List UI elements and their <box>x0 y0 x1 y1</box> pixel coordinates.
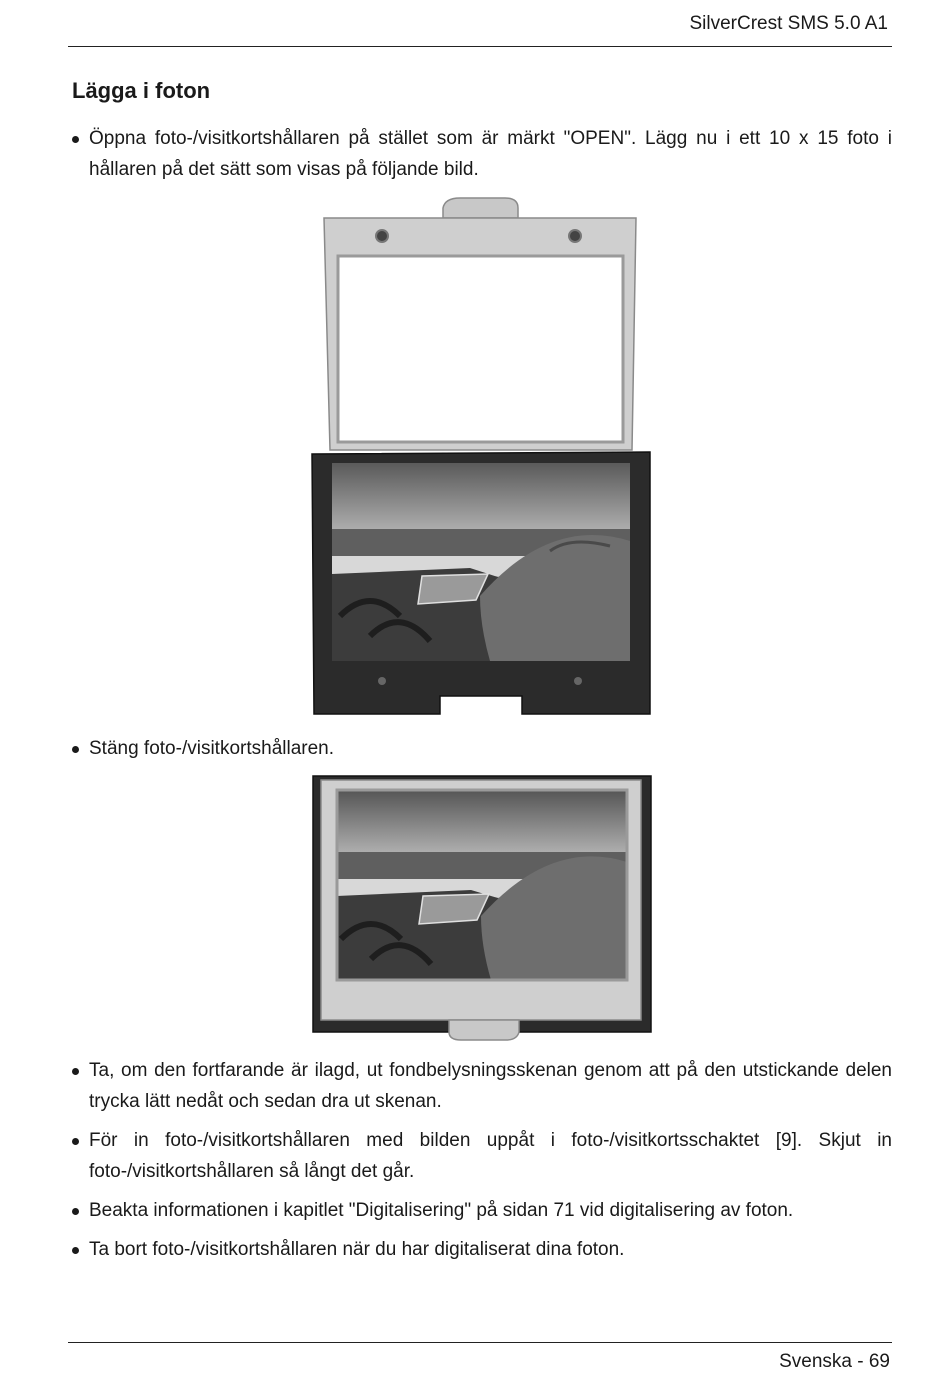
header-product-name: SilverCrest SMS 5.0 A1 <box>689 13 888 34</box>
bullet-item <box>72 123 892 185</box>
open-photo-holder-figure <box>310 196 655 718</box>
bullet-text: Öppna foto-/visitkortshållaren på stället som är märkt "OPEN". Lägg nu i ett 10 x 15 foto i hållaren på det sätt som visas på följande bild. <box>89 128 892 180</box>
page-footer <box>68 1342 892 1372</box>
hinge-screw-right <box>569 230 581 242</box>
bullet-text: Beakta informationen i kapitlet "Digitalisering" på sidan 71 vid digitalisering av foton. <box>89 1200 794 1221</box>
hinge-screw-left <box>376 230 388 242</box>
bullet-item <box>72 733 892 764</box>
bullet-dot <box>72 1138 79 1145</box>
bullet-item <box>72 1125 892 1187</box>
bullet-item <box>72 1055 892 1117</box>
bullet-dot <box>72 136 79 143</box>
bullet-text: Ta, om den fortfarande är ilagd, ut fondbelysningsskenan genom att på den utstickande delen trycka lätt nedåt och sedan dra ut skenan. <box>89 1060 892 1112</box>
bullet-text: Stäng foto-/visitkortshållaren. <box>89 738 335 759</box>
bullet-item <box>72 1195 892 1226</box>
beach-photo <box>332 463 630 661</box>
bullet-dot <box>72 746 79 753</box>
lid-window <box>338 256 623 442</box>
bullet-text: Ta bort foto-/visitkortshållaren när du har digitaliserat dina foton. <box>89 1239 625 1260</box>
bullet-dot <box>72 1247 79 1254</box>
lid-tab <box>449 1020 519 1040</box>
section-title: Lägga i foton <box>72 78 211 103</box>
beach-photo <box>337 790 627 980</box>
bullet-item <box>72 1234 892 1265</box>
closed-photo-holder-figure <box>311 774 653 1042</box>
lid-tab <box>443 198 518 218</box>
bullet-dot <box>72 1208 79 1215</box>
bullet-text: För in foto-/visitkortshållaren med bilden uppåt i foto-/visitkortsschaktet [9]. Skjut in foto-/visitkortshållaren så långt det går. <box>89 1130 892 1182</box>
page-number: Svenska - 69 <box>779 1351 890 1372</box>
page-header <box>68 0 892 47</box>
tray-screw-left <box>378 677 386 685</box>
tray-screw-right <box>574 677 582 685</box>
bullet-dot <box>72 1068 79 1075</box>
